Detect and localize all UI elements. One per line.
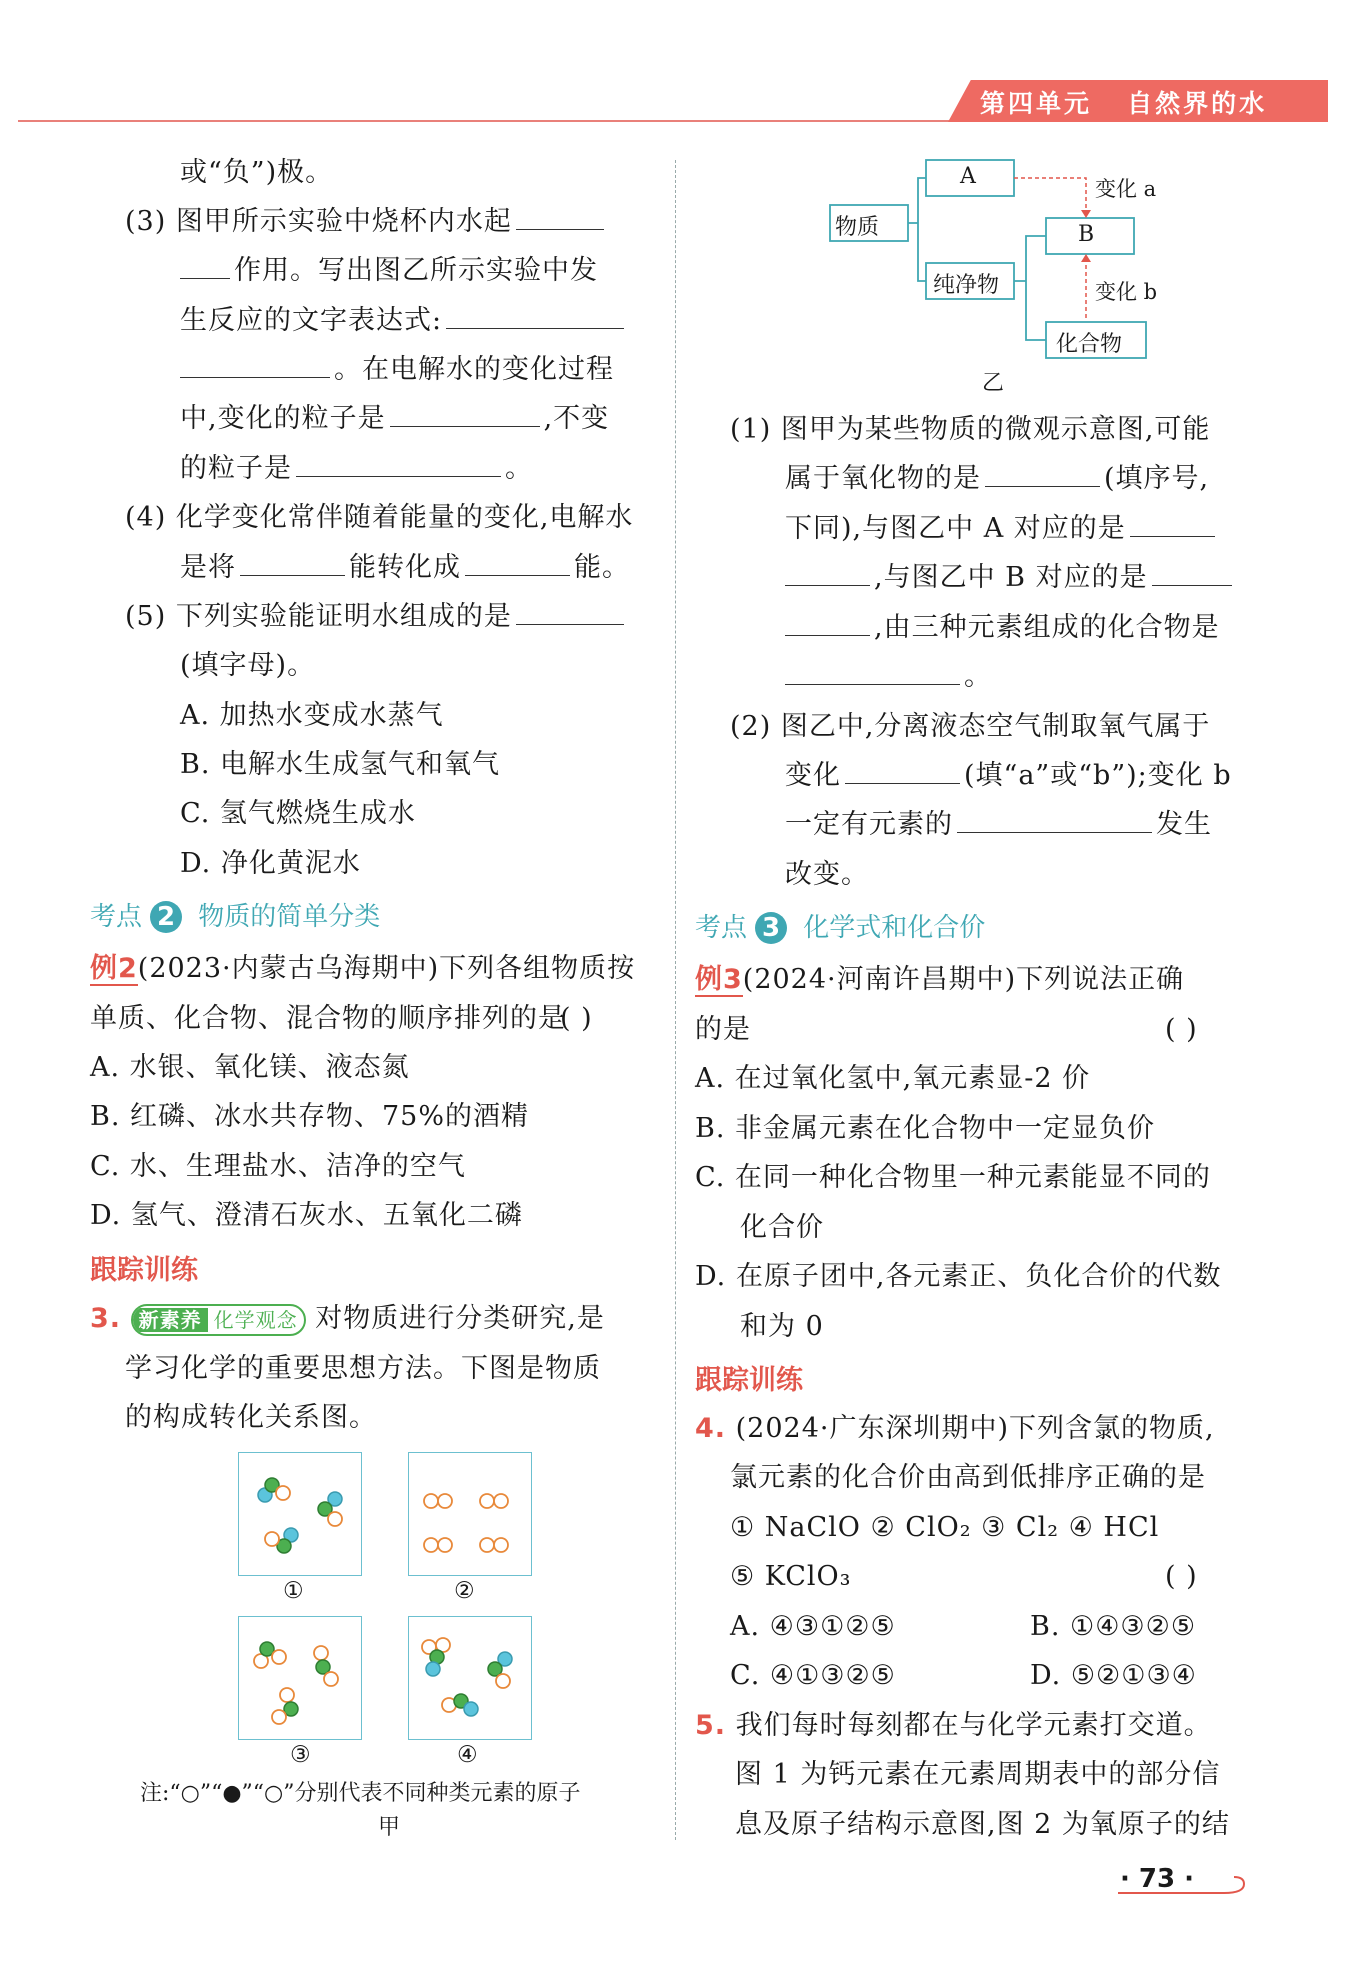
q3-line-a [125,197,608,246]
blank [785,605,870,636]
diagram-label-change-a: 变化 a [1095,177,1157,201]
q3-line-e [180,394,609,443]
r1-line-c [785,504,1219,553]
blank [390,396,540,427]
blank [516,594,624,625]
r1-text-b1: 属于氧化物的是 [785,463,981,494]
kaodian-2-heading [90,896,380,933]
diagram-label-huahewu: 化合物 [1056,332,1123,357]
q5-option-c: C. 氢气燃烧生成水 [180,798,416,829]
example-3-option-b: B. 非金属元素在化合物中一定显负价 [695,1113,1156,1144]
q3-line-f [180,444,533,493]
kaodian-label: 考点 [90,902,143,932]
molecule-caption-4: ④ [457,1742,478,1768]
example-3-option-c: C. 在同一种化合物里一种元素能显不同的 [695,1162,1211,1193]
kaodian-title: 物质的简单分类 [198,902,381,932]
r1-text-c: 下同),与图乙中 A 对应的是 [785,513,1126,544]
header-title [980,84,1267,120]
q3-stem-line-2: 学习化学的重要思想方法。下图是物质 [125,1353,601,1384]
blank [180,248,230,279]
q4-text-b2: 能转化成 [349,552,461,583]
r1-line-f [785,652,992,701]
molecule-diagram-2 [409,1453,531,1575]
example-3-option-c-cont: 化合价 [740,1212,824,1243]
q4-option-b: B. ①④③②⑤ [1030,1611,1197,1642]
example-2-label: 例2 [90,953,138,984]
example-3-option-d-cont: 和为 0 [740,1311,824,1342]
kaodian-number: 2 [150,901,182,933]
tracking-practice-heading: 跟踪训练 [90,1255,198,1286]
r2-line-a: (2) 图乙中,分离液态空气制取氧气属于 [730,711,1211,742]
q5-option-d: D. 净化黄泥水 [180,848,361,879]
blank [785,654,960,685]
tracking-practice-heading: 跟踪训练 [695,1365,803,1396]
example-2-text-b: 单质、化合物、混合物的顺序排列的是 [90,1003,566,1034]
blank [296,446,501,477]
q3-text-d: 。在电解水的变化过程 [334,354,614,385]
q5-line-c: 息及原子结构示意图,图 2 为氧原子的结 [735,1809,1230,1840]
diagram-label-wuzhi: 物质 [835,215,880,240]
example-3-option-d: D. 在原子团中,各元素正、负化合价的代数 [695,1261,1222,1292]
r2-text-c1: 一定有元素的 [785,809,953,840]
q5-line-b: 图 1 为钙元素在元素周期表中的部分信 [735,1759,1221,1790]
r1-line-d [785,553,1236,602]
molecule-diagram-1 [239,1453,361,1575]
column-divider [675,160,676,1840]
q4-line-a [695,1404,1215,1453]
molecule-caption-3: ③ [290,1742,311,1768]
q3-text-f1: 的粒子是 [180,453,292,484]
example-2-text-a: (2023·内蒙古乌海期中)下列各组物质按 [137,953,636,984]
example-2-option-a: A. 水银、氧化镁、液态氮 [90,1052,410,1083]
figure-jia-label: 甲 [378,1815,401,1840]
figure-note: 注:“○”“●”“○”分别代表不同种类元素的原子 [140,1781,581,1806]
q4-line-c: ① NaClO ② ClO₂ ③ Cl₂ ④ HCl [730,1512,1160,1543]
q4-option-a: A. ④③①②⑤ [730,1611,896,1642]
r2-text-c2: 发生 [1156,809,1212,840]
q3-line-b [180,246,598,295]
question-number: 5. [695,1710,727,1741]
q5-line-b: (填字母)。 [180,650,316,681]
new-literacy-badge [131,1304,306,1336]
answer-paren: ( ) [560,1003,593,1034]
q5-option-b: B. 电解水生成氢气和氧气 [180,749,501,780]
badge-main: 新素养 [133,1308,208,1332]
question-number: 3. [90,1303,122,1334]
arrowhead-b [1081,254,1091,262]
molecule-box-2 [408,1452,532,1576]
r1-line-a: (1) 图甲为某些物质的微观示意图,可能 [730,414,1211,445]
q4-line-b [180,543,630,592]
q4-line-d: ⑤ KClO₃ [730,1561,852,1592]
diagram-connectors [908,178,1046,340]
q3-text-b: 作用。写出图乙所示实验中发 [234,255,598,286]
molecule-diagram-4 [409,1617,531,1739]
r2-line-d: 改变。 [785,859,869,890]
blank [446,298,624,329]
q5-line-a [695,1701,1212,1750]
example-3-option-a: A. 在过氧化氢中,氧元素显-2 价 [695,1063,1091,1094]
blank [516,199,604,230]
blank [845,753,960,784]
q4-option-d: D. ⑤②①③④ [1030,1660,1197,1691]
r1-line-b [785,454,1209,503]
diagram-label-change-b: 变化 b [1095,280,1158,304]
example-3-label: 例3 [695,964,743,995]
kaodian-number: 3 [755,912,787,944]
page-number: · 73 · [1120,1864,1195,1894]
arrowhead-a [1081,210,1091,218]
badge-sub: 化学观念 [213,1307,298,1332]
answer-paren: ( ) [1165,1561,1198,1592]
r1-line-e [785,603,1220,652]
molecule-box-4 [408,1616,532,1740]
diagram-label-B: B [1078,222,1095,247]
molecule-caption-2: ② [454,1578,475,1604]
r1-text-f: 。 [964,661,992,692]
figure-yi-label: 乙 [982,371,1005,396]
page-number-underline [1116,1874,1251,1896]
example-2-option-d: D. 氢气、澄清石灰水、五氧化二磷 [90,1200,523,1231]
q4-line-a: (4) 化学变化常伴随着能量的变化,电解水 [125,502,634,533]
blank [1152,555,1232,586]
q3-stem-text-1: 对物质进行分类研究,是 [315,1303,605,1334]
kaodian-title: 化学式和化合价 [803,913,986,943]
answer-paren: ( ) [1165,1014,1198,1045]
q3-text-a: (3) 图甲所示实验中烧杯内水起 [125,206,512,237]
molecule-box-1 [238,1452,362,1576]
example-2-option-b: B. 红磷、冰水共存物、75%的酒精 [90,1101,530,1132]
r1-text-e: ,由三种元素组成的化合物是 [874,612,1220,643]
arrow-change-a [1014,178,1086,212]
r2-line-c [785,800,1212,849]
r1-text-d: ,与图乙中 B 对应的是 [874,562,1148,593]
q3-line-c [180,296,628,345]
q4-text-b3: 能。 [574,552,630,583]
r2-text-b1: 变化 [785,760,841,791]
molecule-diagram-3 [239,1617,361,1739]
q3-text-f2: 。 [505,453,533,484]
blank [957,802,1152,833]
diagram-label-chunjingwu: 纯净物 [933,273,1000,298]
q5-text-a: (5) 下列实验能证明水组成的是 [125,601,512,632]
q4-text-a: (2024·广东深圳期中)下列含氯的物质, [735,1413,1215,1444]
blank [180,347,330,378]
q3-text-c: 生反应的文字表达式: [180,305,443,336]
molecule-caption-1: ① [283,1578,304,1604]
r2-text-b2: (填“a”或“b”);变化 b [964,760,1232,791]
blank [1130,506,1215,537]
q4-line-b: 氯元素的化合价由高到低排序正确的是 [730,1462,1206,1493]
q4-text-b1: 是将 [180,552,236,583]
kaodian-3-heading [695,907,985,944]
example-3-text-a: (2024·河南许昌期中)下列说法正确 [742,964,1185,995]
r1-text-b2: (填序号, [1104,463,1210,494]
q3-stem-line-1 [90,1294,605,1343]
q3-stem-line-3: 的构成转化关系图。 [125,1402,377,1433]
example-2-line-b [90,994,566,1043]
q5-option-a: A. 加热水变成水蒸气 [180,700,444,731]
example-3-line-a [695,955,1184,1004]
q5-text-a: 我们每时每刻都在与化学元素打交道。 [735,1710,1212,1741]
blank [240,545,345,576]
blank [985,456,1100,487]
example-3-line-b: 的是 [695,1014,751,1045]
q5-line-a [125,592,628,641]
molecule-box-3 [238,1616,362,1740]
diagram-label-A: A [960,164,976,189]
q3-line-d [180,345,614,394]
q4-option-c: C. ④①③②⑤ [730,1660,896,1691]
q3-text-e2: ,不变 [543,403,610,434]
example-2-line-a [90,944,635,993]
r2-line-b [785,751,1232,800]
question-number: 4. [695,1413,727,1444]
example-2-option-c: C. 水、生理盐水、洁净的空气 [90,1151,466,1182]
kaodian-label: 考点 [695,913,748,943]
left-line-1: 或“负”)极。 [180,157,334,188]
header-chapter: 自然界的水 [1127,89,1268,118]
blank [785,555,870,586]
blank [465,545,570,576]
q3-text-e1: 中,变化的粒子是 [180,403,386,434]
header-unit: 第四单元 [980,89,1093,118]
